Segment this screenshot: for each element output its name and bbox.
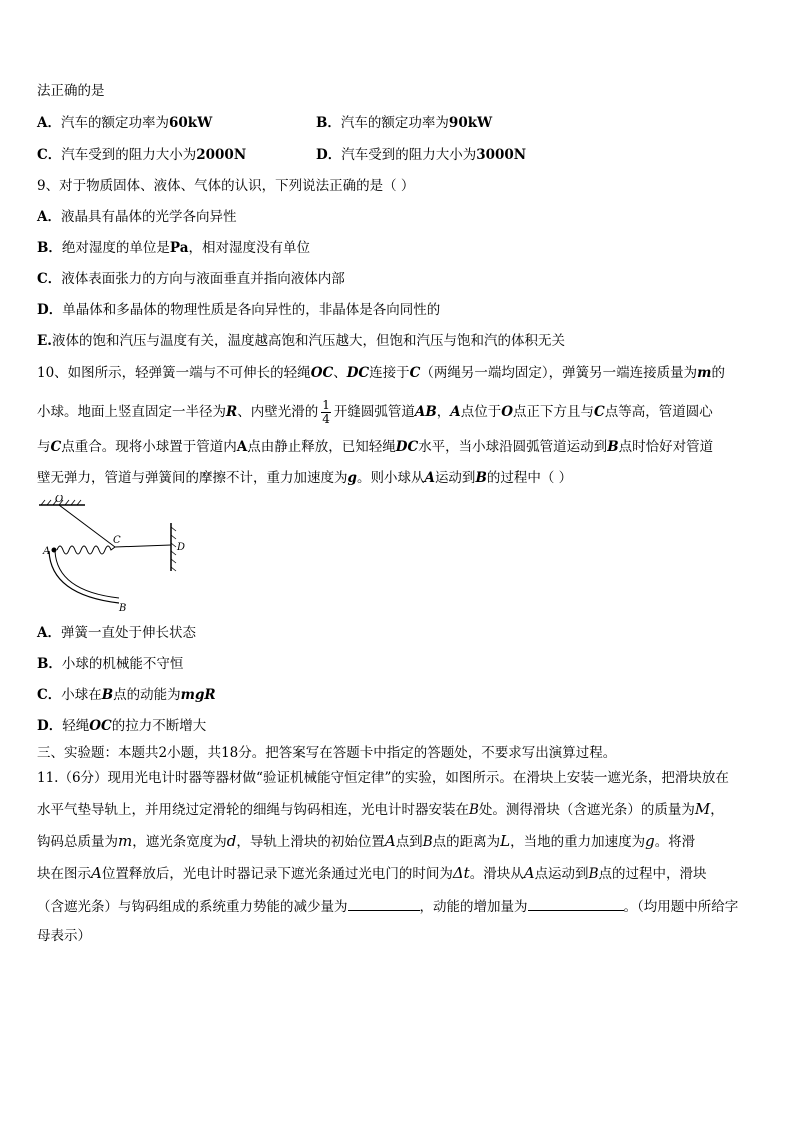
q8-stem-tail: 法正确的是	[37, 83, 105, 99]
q10-option-b: B．小球的机械能不守恒	[37, 656, 184, 672]
ball	[52, 548, 57, 553]
label-b: B	[119, 603, 127, 614]
label-c: C	[113, 535, 121, 546]
q10-option-c: C．小球在B点的动能为mgR	[37, 687, 216, 703]
label-o: O	[55, 495, 64, 505]
q10-option-d: D．轻绳OC的拉力不断增大	[37, 718, 207, 734]
q10-line-1: 10、如图所示，轻弹簧一端与不可伸长的轻绳OC、DC连接于C（两绳另一端均固定），弹簧另一端连接质量为m的	[37, 365, 725, 381]
q11-line-1: 11.（6分）现用光电计时器等器材做“验证机械能守恒定律”的实验，如图所示。在滑块上安装一遮光条，把滑块放在	[37, 770, 729, 786]
q8-option-b: B．汽车的额定功率为90kW	[316, 115, 493, 131]
q11-line-2: 水平气垫导轨上，并用绕过定滑轮的细绳与钩码相连，光电计时器安装在B处。测得滑块（含遮光条）的质量为M，	[37, 800, 724, 818]
q9-option-b: B．绝对湿度的单位是Pa，相对湿度没有单位	[37, 240, 310, 256]
q10-line-2: 小球。地面上竖直固定一半径为R、内壁光滑的 $\frac{1}{4}$ 开缝圆弧管道AB，A点位于O点正下方且与C点等高，管道圆心	[37, 398, 713, 426]
pipe-outer	[49, 551, 119, 603]
q11-line-5: （含遮光条）与钩码组成的系统重力势能的减少量为 ，动能的增加量为 。（均用题中所给字	[37, 896, 738, 916]
q9-stem: 9、对于物质固体、液体、气体的认识，下列说法正确的是（ ）	[37, 178, 415, 194]
fraction-one-quarter: $\frac{1}{4}$	[322, 398, 330, 426]
q9-option-d: D．单晶体和多晶体的物理性质是各向异性的，非晶体是各向同性的	[37, 302, 441, 318]
q11-line-6: 母表示）	[37, 928, 91, 944]
spring	[57, 546, 115, 554]
label-a: A	[43, 546, 51, 557]
rope-cd	[115, 545, 171, 547]
q11-line-3: 钩码总质量为m，遮光条宽度为d，导轨上滑块的初始位置A点到B点的距离为L，当地的重力加速度为g。将滑	[37, 832, 696, 850]
q10-figure	[37, 495, 187, 615]
q9-option-e: E.液体的饱和汽压与温度有关，温度越高饱和汽压越大，但饱和汽压与饱和汽的体积无关	[37, 333, 565, 349]
section-3-heading: 三、实验题：本题共2小题，共18分。把答案写在答题卡中指定的答题处，不要求写出演算过程。	[37, 745, 617, 761]
q10-option-a: A．弹簧一直处于伸长状态	[37, 625, 196, 641]
q9-option-a: A．液晶具有晶体的光学各向异性	[37, 209, 237, 225]
q10-line-4: 壁无弹力，管道与弹簧间的摩擦不计，重力加速度为g。则小球从A运动到B的过程中（ ）	[37, 470, 573, 486]
answer-blank-kinetic-energy[interactable]	[528, 896, 624, 911]
q8-option-d: D．汽车受到的阻力大小为3000N	[316, 147, 527, 163]
rope-oc	[59, 505, 115, 547]
q8-option-c: C．汽车受到的阻力大小为2000N	[37, 147, 247, 163]
q9-option-c: C．液体表面张力的方向与液面垂直并指向液体内部	[37, 271, 345, 287]
q11-line-4: 块在图示A位置释放后，光电计时器记录下遮光条通过光电门的时间为Δt。滑块从A点运动到B点的过程中，滑块	[37, 864, 707, 882]
q10-line-3: 与C点重合。现将小球置于管道内A点由静止释放，已知轻绳DC水平，当小球沿圆弧管道运动到B点时恰好对管道	[37, 439, 714, 455]
answer-blank-potential-energy[interactable]	[348, 896, 420, 911]
label-d: D	[177, 542, 186, 553]
q8-option-a: A．汽车的额定功率为60kW	[37, 115, 213, 131]
pipe-inner	[55, 551, 119, 598]
